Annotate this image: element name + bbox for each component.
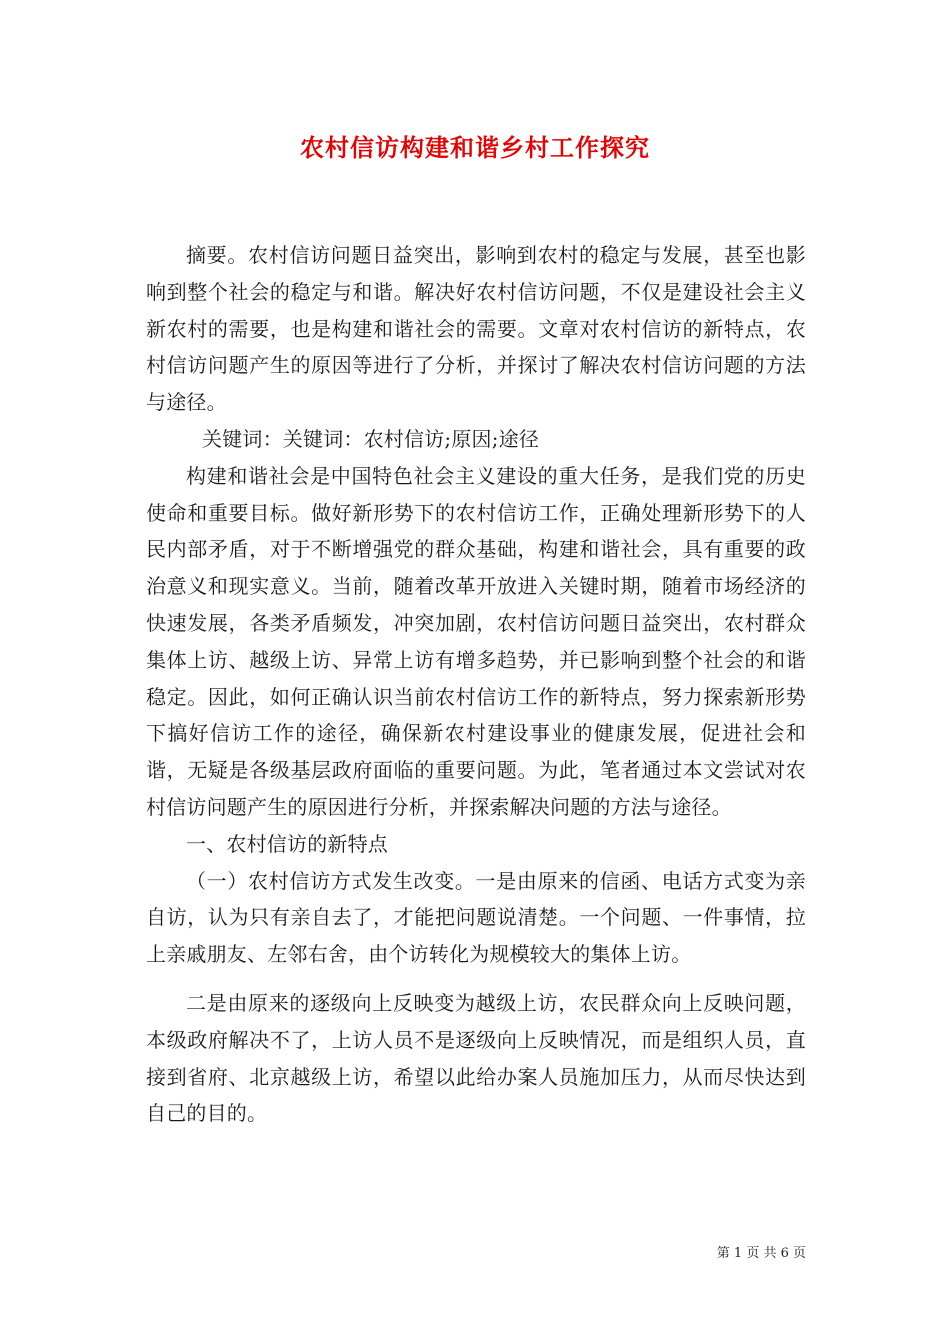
body-paragraph: （一）农村信访方式发生改变。一是由原来的信函、电话方式变为亲自访，认为只有亲自去了，才能把问题说清楚。一个问题、一件事情，拉上亲戚朋友、左邻右舍，由个访转化为规模较大的集体上访。 bbox=[146, 868, 806, 967]
page-number: 第 1 页 共 6 页 bbox=[716, 1246, 806, 1261]
keywords-line: 关键词：关键词：农村信访;原因;途径 bbox=[202, 426, 540, 451]
abstract-paragraph: 摘要。农村信访问题日益突出，影响到农村的稳定与发展，甚至也影响到整个社会的稳定与和谐。解决好农村信访问题，不仅是建设社会主义新农村的需要，也是构建和谐社会的需要。文章对农村信访的新特点，农村信访问题产生的原因等进行了分析，并探讨了解决农村信访问题的方法与途径。 bbox=[146, 243, 806, 415]
document-body bbox=[146, 237, 806, 1132]
section-heading: 一、农村信访的新特点 bbox=[186, 831, 388, 856]
body-paragraph: 构建和谐社会是中国特色社会主义建设的重大任务，是我们党的历史使命和重要目标。做好新形势下的农村信访工作，正确处理新形势下的人民内部矛盾，对于不断增强党的群众基础，构建和谐社会，具有重要的政治意义和现实意义。当前，随着改革开放进入关键时期，随着市场经济的快速发展，各类矛盾频发，冲突加剧，农村信访问题日益突出，农村群众集体上访、越级上访、异常上访有增多趋势，并已影响到整个社会的和谐稳定。因此，如何正确认识当前农村信访工作的新特点，努力探索新形势下搞好信访工作的途径，确保新农村建设事业的健康发展，促进社会和谐，无疑是各级基层政府面临的重要问题。为此，笔者通过本文尝试对农村信访问题产生的原因进行分析，并探索解决问题的方法与途径。 bbox=[146, 463, 806, 819]
body-paragraph: 二是由原来的逐级向上反映变为越级上访，农民群众向上反映问题，本级政府解决不了，上访人员不是逐级向上反映情况，而是组织人员，直接到省府、北京越级上访，希望以此给办案人员施加压力，从而尽快达到自己的目的。 bbox=[146, 990, 806, 1126]
document-title: 农村信访构建和谐乡村工作探究 bbox=[300, 133, 650, 162]
